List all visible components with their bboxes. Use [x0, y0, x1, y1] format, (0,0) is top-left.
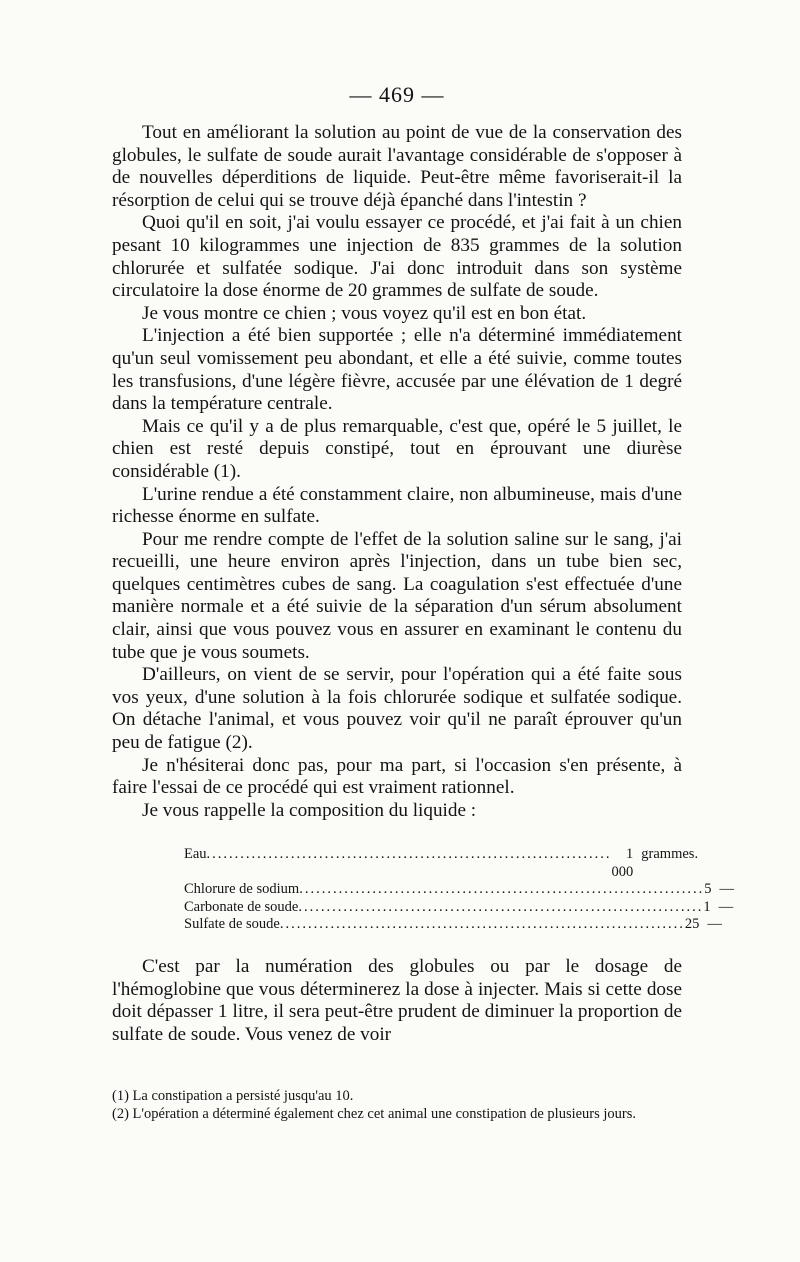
ingredient-unit: —: [707, 916, 722, 933]
paragraph: Je vous rappelle la composition du liquide :: [142, 799, 477, 821]
footnote: (1) La constipation a persisté jusqu'au 10.: [112, 1088, 354, 1105]
ingredient-quantity: 5: [704, 881, 712, 898]
composition-row: [184, 916, 722, 934]
paragraph: L'urine rendue a été constamment claire, non albumineuse, mais d'une richesse énorme en sulfate.: [112, 483, 682, 528]
composition-row: [184, 846, 699, 881]
page: [112, 82, 734, 1123]
page-number: — 469 —: [349, 82, 445, 107]
paragraph: Pour me rendre compte de l'effet de la solution saline sur le sang, j'ai recueilli, une heure environ après l'injection, dans un tube bien sec, quelques centimètres cubes de sang. La coagulation s'est effectuée d'une manière normale et a été suivie de la séparation d'un sérum absolument clair, ainsi que vous pouvez vous en assurer en examinant le contenu du tube que je vous soumets.: [112, 528, 682, 663]
ingredient-name: Chlorure de sodium: [184, 881, 300, 898]
composition-row: [184, 898, 734, 917]
paragraph: Tout en améliorant la solution au point de vue de la conservation des globules, le sulfate de soude aurait l'avantage considérable de s'opposer à de nouvelles déperditions de liquide. Peut-être même favoriserait-il la résorption de celui qui se trouve déjà épanché dans l'intestin ?: [112, 122, 682, 211]
ingredient-quantity: 1: [703, 898, 711, 915]
paragraph: Quoi qu'il en soit, j'ai voulu essayer ce procédé, et j'ai fait à un chien pesant 10 kilogrammes une injection de 835 grammes de la solution chlorurée et sulfatée sodique. J'ai donc introduit dans son système circulatoire la dose énorme de 20 grammes de sulfate de soude.: [112, 212, 682, 302]
leader-dots: ........................................................................: [206, 846, 612, 863]
footnotes: [112, 1088, 682, 1123]
paragraph: Je n'hésiterai donc pas, pour ma part, si l'occasion s'en présente, à faire l'essai de ce procédé qui est vraiment rationnel.: [112, 754, 682, 799]
ingredient-unit: —: [719, 881, 734, 898]
composition-table: [184, 846, 734, 934]
paragraph: L'injection a été bien supportée ; elle n'a déterminé immédiatement qu'un seul vomissement peu abondant, et elle a été suivie, comme toutes les transfusions, d'une légère fièvre, accusée par une élévation de 1 degré dans la température centrale.: [112, 325, 682, 415]
paragraph: Mais ce qu'il y a de plus remarquable, c'est que, opéré le 5 juillet, le chien est resté depuis constipé, tout en éprouvant une diurèse considérable (1).: [112, 415, 682, 482]
composition-row: [184, 881, 734, 899]
ingredient-unit: —: [718, 898, 734, 915]
ingredient-name: Carbonate de soude: [184, 898, 299, 915]
ingredient-quantity: 25: [684, 916, 700, 933]
paragraph: Je vous montre ce chien ; vous voyez qu'il est en bon état.: [142, 302, 587, 324]
leader-dots: ........................................................................: [279, 916, 685, 933]
footnote: (2) L'opération a déterminé également chez cet animal une constipation de plusieurs jours.: [112, 1105, 637, 1122]
paragraph: D'ailleurs, on vient de se servir, pour l'opération qui a été faite sous vos yeux, d'une solution à la fois chlorurée sodique et sulfatée sodique. On détache l'animal, et vous pouvez voir qu'il ne paraît éprouver qu'un peu de fatigue (2).: [112, 664, 682, 754]
ingredient-unit: grammes.: [641, 846, 699, 863]
leader-dots: ........................................................................: [299, 881, 705, 898]
ingredient-name: Sulfate de soude: [184, 916, 280, 933]
ingredient-quantity: 1 000: [611, 846, 634, 880]
leader-dots: ........................................................................: [298, 898, 704, 915]
ingredient-name: Eau: [184, 846, 207, 863]
paragraph: C'est par la numération des globules ou par le dosage de l'hémoglobine que vous déterminerez la dose à injecter. Mais si cette dose doit dépasser 1 litre, il sera peut-être prudent de diminuer la proportion de sulfate de soude. Vous venez de voir: [112, 955, 682, 1045]
